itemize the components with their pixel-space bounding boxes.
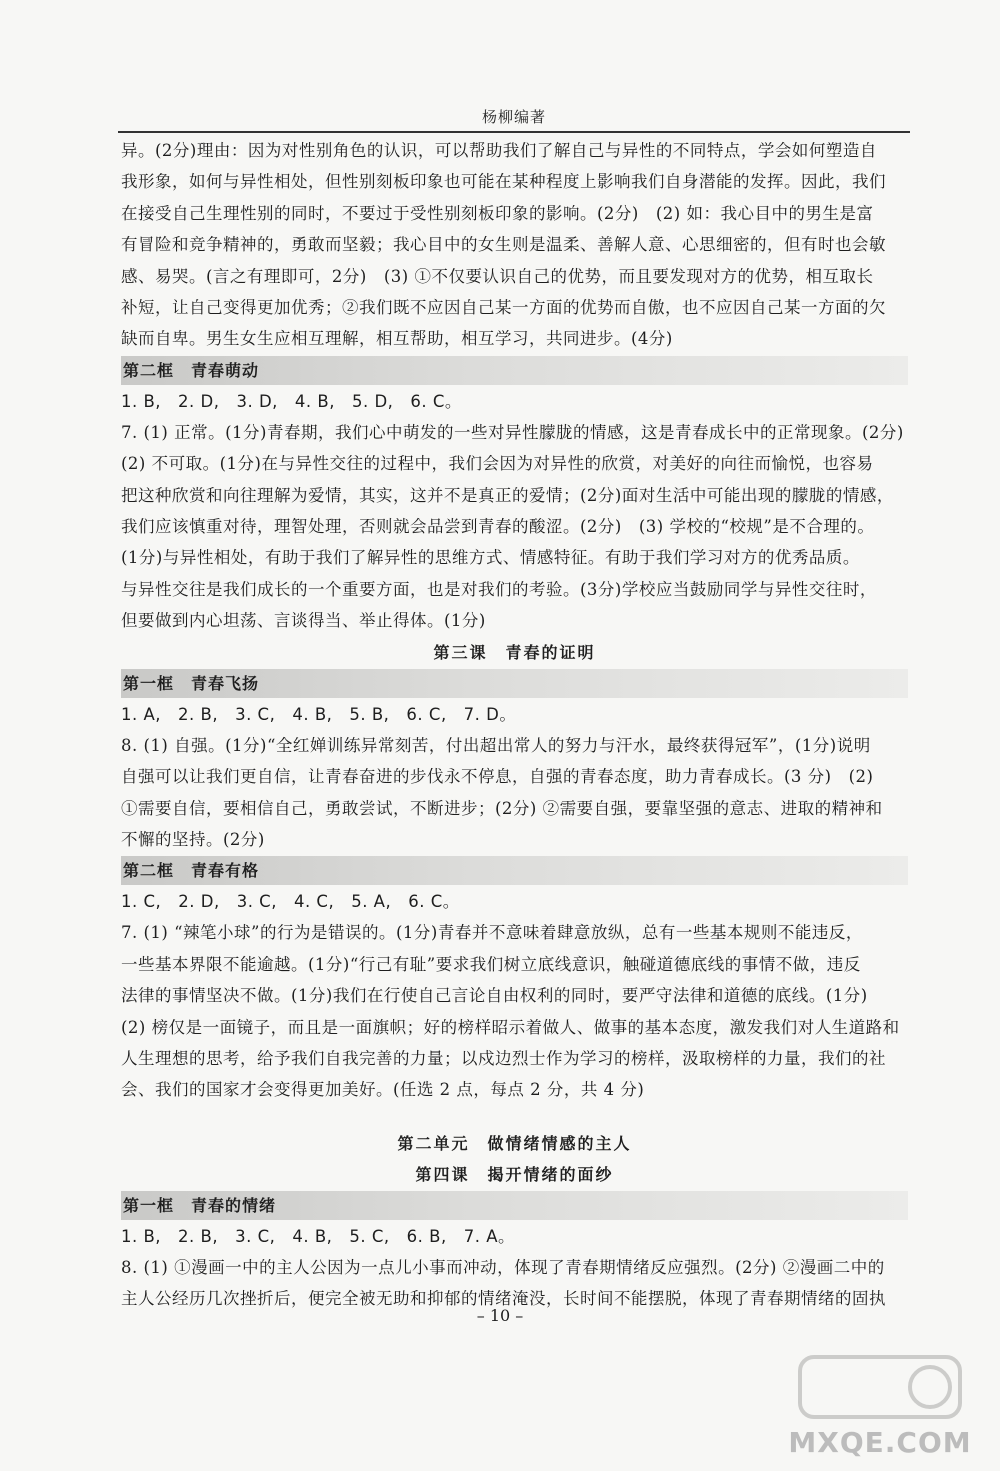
- choice-answers: 1. A, 2. B, 3. C, 4. B, 5. B, 6. C, 7. D。: [121, 704, 517, 724]
- text-line: 我们应该慎重对待，理智处理，否则就会品尝到青春的酸涩。(2分) (3) 学校的“校规”是不合理的。: [121, 517, 875, 537]
- text-line: 8. (1) 自强。(1分)“全红婵训练异常刻苦，付出超出常人的努力与汗水，最终获得冠军”，(1分)说明: [121, 735, 871, 755]
- page-content: [121, 135, 908, 1315]
- spacer: [121, 1106, 908, 1128]
- text-line: 感、易哭。(言之有理即可，2分) (3) ①不仅要认识自己的优势，而且要发现对方的优势，相互取长: [121, 266, 874, 286]
- watermark-logo: [780, 1349, 980, 1459]
- text-line: 补短，让自己变得更加优秀；②我们既不应因自己某一方面的优势而自傲，也不应因自己某一方面的欠: [121, 298, 886, 318]
- text-line: 一些基本界限不能逾越。(1分)“行己有耻”要求我们树立底线意识，触碰道德底线的事情不做，违反: [121, 954, 861, 974]
- header-rule: [118, 131, 910, 133]
- text-line: 法律的事情坚决不做。(1分)我们在行使自己言论自由权利的同时，要严守法律和道德的底线。(1分): [121, 986, 868, 1006]
- section-heading: 第二框 青春萌动: [121, 356, 908, 385]
- text-line: (2) 榜仅是一面镜子，而且是一面旗帜；好的榜样昭示着做人、做事的基本态度，激发我们对人生道路和: [121, 1017, 900, 1037]
- text-line: 人生理想的思考，给予我们自我完善的力量；以戍边烈士作为学习的榜样，汲取榜样的力量，我们的社: [121, 1048, 886, 1068]
- text-line: 缺而自卑。男生女生应相互理解，相互帮助，相互学习，共同进步。(4分): [121, 329, 673, 349]
- choice-answers: 1. B, 2. B, 3. C, 4. B, 5. C, 6. B, 7. A。: [121, 1226, 515, 1246]
- lesson-title: 第三课 青春的证明: [433, 642, 596, 662]
- text-line: 自强可以让我们更自信，让青春奋进的步伐永不停息，自强的青春态度，助力青春成长。(3 分) (2): [121, 767, 874, 787]
- text-line: 我形象，如何与异性相处，但性别刻板印象也可能在某种程度上影响我们自身潜能的发挥。因此，我们: [121, 172, 886, 192]
- section-heading: 第一框 青春的情绪: [121, 1191, 908, 1220]
- text-line: 但要做到内心坦荡、言谈得当、举止得体。(1分): [121, 611, 486, 631]
- text-line: 在接受自己生理性别的同时，不要过于受性别刻板印象的影响。(2分) (2) 如：我心目中的男生是富: [121, 203, 874, 223]
- text-line: 7. (1) “辣笔小球”的行为是错误的。(1分)青春并不意味着肆意放纵，总有一些基本规则不能违反，: [121, 923, 863, 943]
- choice-answers: 1. C, 2. D, 3. C, 4. C, 5. A, 6. C。: [121, 892, 460, 912]
- text-line: 会、我们的国家才会变得更加美好。(任选 2 点，每点 2 分，共 4 分): [121, 1080, 645, 1100]
- lesson-title: 第四课 揭开情绪的面纱: [415, 1164, 614, 1184]
- text-line: 与异性交往是我们成长的一个重要方面，也是对我们的考验。(3分)学校应当鼓励同学与异性交往时，: [121, 579, 877, 599]
- answer-paragraph: [121, 730, 908, 856]
- text-line: (2) 不可取。(1分)在与异性交往的过程中，我们会因为对异性的欣赏，对美好的向往而愉悦，也容易: [121, 454, 874, 474]
- section-heading: 第二框 青春有格: [121, 856, 908, 885]
- text-line: (1分)与异性相处，有助于我们了解异性的思维方式、情感特征。有助于我们学习对方的优秀品质。: [121, 548, 860, 568]
- choice-answers: 1. B, 2. D, 3. D, 4. B, 5. D, 6. C。: [121, 391, 462, 411]
- text-line: ①需要自信，要相信自己，勇敢尝试，不断进步；(2分) ②需要自强，要靠坚强的意志、进取的精神和: [121, 798, 883, 818]
- answer-paragraph: [121, 135, 908, 355]
- running-header: 杨柳编著: [481, 108, 546, 126]
- lesson-title: 第二单元 做情绪情感的主人: [397, 1133, 632, 1153]
- text-line: 不懈的坚持。(2分): [121, 829, 265, 849]
- answer-paragraph: [121, 417, 908, 637]
- text-line: 7. (1) 正常。(1分)青春期，我们心中萌发的一些对异性朦胧的情感，这是青春成长中的正常现象。(2分): [121, 422, 904, 442]
- text-line: 主人公经历几次挫折后，便完全被无助和抑郁的情绪淹没，长时间不能摆脱，体现了青春期情绪的固执: [121, 1289, 886, 1309]
- watermark-text: MXQE.COM: [788, 1426, 972, 1459]
- text-line: 有冒险和竞争精神的，勇敢而坚毅；我心目中的女生则是温柔、善解人意、心思细密的，但有时也会敏: [121, 235, 886, 255]
- section-heading: 第一框 青春飞扬: [121, 669, 908, 698]
- text-line: 8. (1) ①漫画一中的主人公因为一点儿小事而冲动，体现了青春期情绪反应强烈。(2分) ②漫画二中的: [121, 1257, 885, 1277]
- page-number: – 10 –: [476, 1306, 524, 1325]
- text-line: 异。(2分)理由：因为对性别角色的认识，可以帮助我们了解自己与异性的不同特点，学会如何塑造自: [121, 141, 877, 160]
- text-line: 把这种欣赏和向往理解为爱情，其实，这并不是真正的爱情；(2分)面对生活中可能出现的朦胧的情感，: [121, 485, 894, 505]
- answer-paragraph: [121, 917, 908, 1105]
- watermark-badge-icon: [780, 1349, 980, 1429]
